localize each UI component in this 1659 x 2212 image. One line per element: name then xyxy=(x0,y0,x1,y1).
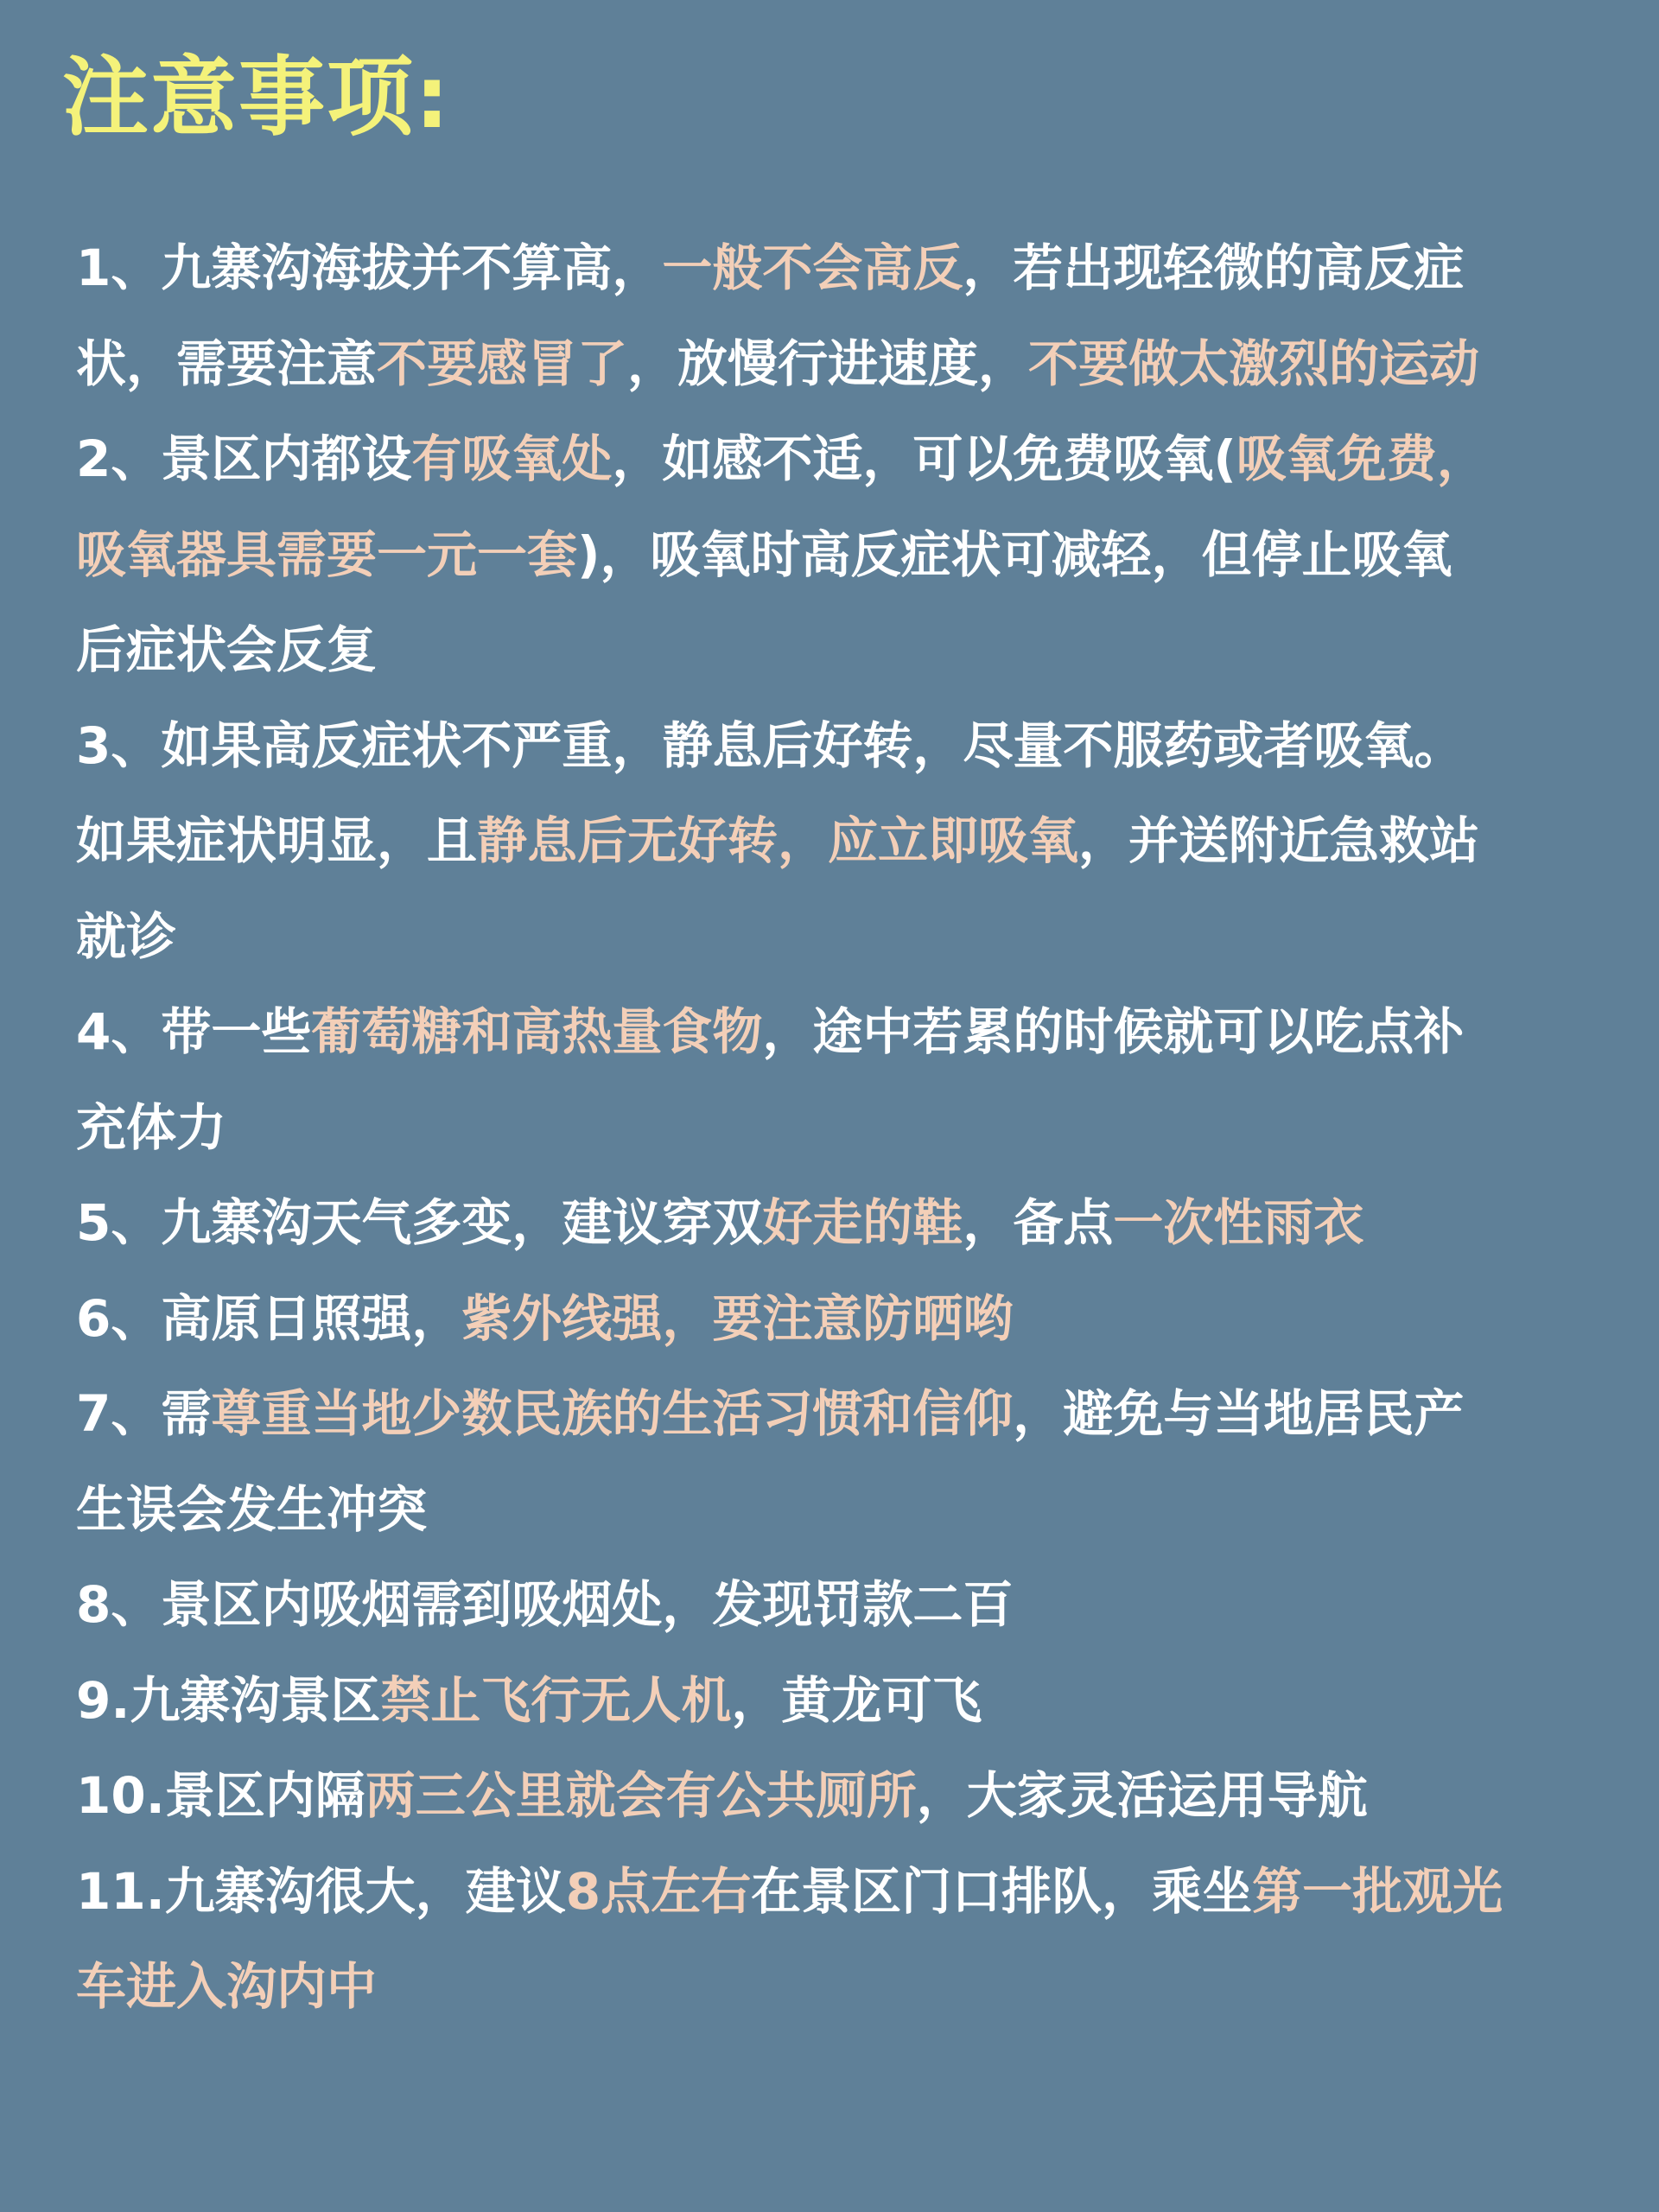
highlighted-text: 紫外线强，要注意防晒哟 xyxy=(461,1288,1014,1348)
note-text: ，若出现轻微的高反症 xyxy=(963,238,1465,297)
highlighted-text: 不要感冒了 xyxy=(377,334,628,393)
note-text: 11.九寨沟很大，建议 xyxy=(76,1861,566,1921)
note-line-1b xyxy=(76,316,1623,412)
note-text: 充体力 xyxy=(76,1097,227,1157)
highlighted-text: 一次性雨衣 xyxy=(1113,1193,1364,1252)
note-text: 9.九寨沟景区 xyxy=(76,1670,381,1730)
note-line-3a xyxy=(76,698,1623,794)
note-text: ，黄龙可飞 xyxy=(731,1670,982,1730)
highlighted-text: 有吸氧处 xyxy=(411,429,613,488)
note-line-5 xyxy=(76,1175,1623,1271)
note-text: 状，需要注意 xyxy=(76,334,378,393)
note-line-8 xyxy=(76,1557,1623,1653)
note-line-2b xyxy=(76,507,1623,603)
note-text: 2、景区内都设 xyxy=(76,429,412,488)
highlighted-text: 8点左右 xyxy=(565,1861,752,1921)
note-line-4a xyxy=(76,984,1623,1080)
note-text: ，途中若累的时候就可以吃点补 xyxy=(762,1002,1465,1061)
note-text: 4、带一些 xyxy=(76,1002,312,1061)
highlighted-text: 静息后无好转，应立即吸氧 xyxy=(477,811,1079,870)
highlighted-text: 好走的鞋 xyxy=(762,1193,963,1252)
note-line-3c xyxy=(76,889,1623,985)
note-line-2a xyxy=(76,411,1623,507)
highlighted-text: 吸氧器具需要一元一套 xyxy=(76,524,578,584)
note-line-4b xyxy=(76,1080,1623,1176)
note-text: 3、如果高反症状不严重，静息后好转，尽量不服药或者吸氧。 xyxy=(76,715,1465,775)
note-line-10 xyxy=(76,1748,1623,1844)
note-line-6 xyxy=(76,1271,1623,1367)
highlighted-text: 第一批观光 xyxy=(1252,1861,1503,1921)
note-text: 就诊 xyxy=(76,906,177,966)
notes-list xyxy=(76,220,1623,2035)
highlighted-text: 尊重当地少数民族的生活习惯和信仰 xyxy=(211,1384,1014,1443)
highlighted-text: 两三公里就会有公共厕所 xyxy=(365,1766,917,1825)
highlighted-text: 禁止飞行无人机 xyxy=(380,1670,732,1730)
note-text: 如果症状明显，且 xyxy=(76,811,478,870)
highlighted-text: 一般不会高反 xyxy=(662,238,963,297)
note-text: ，如感不适，可以免费吸氧( xyxy=(612,429,1236,488)
note-text: ，避免与当地居民产 xyxy=(1013,1384,1465,1443)
note-text: 6、高原日照强， xyxy=(76,1288,462,1348)
note-line-1a xyxy=(76,220,1623,316)
note-text: 1、九寨沟海拔并不算高， xyxy=(76,238,663,297)
highlighted-text: 不要做太激烈的运动 xyxy=(1028,334,1480,393)
highlighted-text: 吸氧免费， xyxy=(1236,429,1487,488)
note-line-11b xyxy=(76,1939,1623,2035)
note-text: ，备点 xyxy=(963,1193,1114,1252)
note-line-9 xyxy=(76,1653,1623,1749)
note-text: 8、景区内吸烟需到吸烟处，发现罚款二百 xyxy=(76,1575,1014,1634)
note-text: ，并送附近急救站 xyxy=(1078,811,1480,870)
note-text: 5、九寨沟天气多变，建议穿双 xyxy=(76,1193,763,1252)
note-text: 7、需 xyxy=(76,1384,212,1443)
note-line-7a xyxy=(76,1366,1623,1462)
highlighted-text: 葡萄糖和高热量食物 xyxy=(311,1002,763,1061)
note-line-2c xyxy=(76,602,1623,698)
note-text: ，大家灵活运用导航 xyxy=(916,1766,1368,1825)
note-line-7b xyxy=(76,1462,1623,1558)
note-line-3b xyxy=(76,793,1623,889)
note-text: ，放慢行进速度， xyxy=(627,334,1029,393)
note-text: )，吸氧时高反症状可减轻，但停止吸氧 xyxy=(577,524,1452,584)
page-title: 注意事项: xyxy=(62,47,451,148)
note-line-11a xyxy=(76,1844,1623,1940)
note-text: 10.景区内隔 xyxy=(76,1766,365,1825)
note-text: 生误会发生冲突 xyxy=(76,1479,428,1539)
note-text: 在景区门口排队，乘坐 xyxy=(751,1861,1253,1921)
highlighted-text: 车进入沟内中 xyxy=(76,1957,378,2016)
note-text: 后症状会反复 xyxy=(76,620,378,679)
